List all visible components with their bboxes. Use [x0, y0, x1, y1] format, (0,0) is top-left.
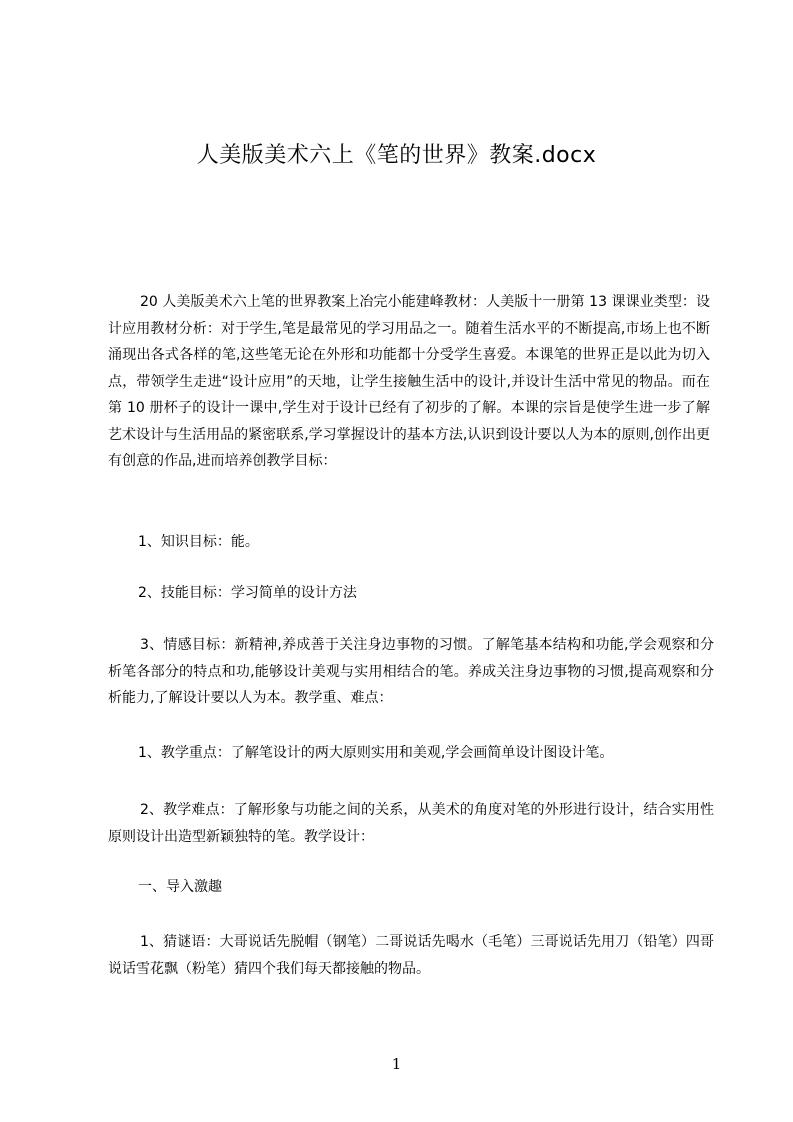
- objective-knowledge-paragraph: 1、知识目标：能。: [138, 534, 259, 550]
- page-number: 1: [391, 1055, 402, 1073]
- objective-skill-paragraph: 2、技能目标：学习简单的设计方法: [138, 585, 357, 601]
- document-title: 人美版美术六上《笔的世界》教案.docx: [196, 143, 597, 168]
- riddle-paragraph: 1、猜谜语：大哥说话先脱帽（钢笔）二哥说话先喝水（毛笔）三哥说话先用刀（铅笔）四哥说话雪花飘（粉笔）猜四个我们每天都接触的物品。: [108, 934, 714, 977]
- objective-emotion-paragraph: 3、情感目标：新精神,养成善于关注身边事物的习惯。了解笔基本结构和功能,学会观察和分析笔各部分的特点和功,能够设计美观与实用相结合的笔。养成关注身边事物的习惯,提高观察和分析能力,了解设计要以人为本。教学重、难点：: [108, 637, 714, 706]
- intro-paragraph: 20 人美版美术六上笔的世界教案上冶完小能建峰教材：人美版十一册第 13 课课业类型：设计应用教材分析：对于学生,笔是最常见的学习用品之一。随着生活水平的不断提高,市场上也不断涌现出各式各样的笔,这些笔无论在外形和功能都十分受学生喜爱。本课笔的世界正是以此为切入点，带领学生走进“设计应用”的天地，让学生接触生活中的设计,并设计生活中常见的物品。而在第 10 册杯子的设计一课中,学生对于设计已经有了初步的了解。本课的宗旨是使学生进一步了解艺术设计与生活用品的紧密联系,学习掌握设计的基本方法,认识到设计要以人为本的原则,创作出更有创意的作品,进而培养创教学目标：: [108, 294, 710, 469]
- teaching-key-point-paragraph: 1、教学重点：了解笔设计的两大原则实用和美观,学会画简单设计图设计笔。: [138, 745, 614, 761]
- teaching-difficult-point-paragraph: 2、教学难点：了解形象与功能之间的关系，从美术的角度对笔的外形进行设计，结合实用性原则设计出造型新颖独特的笔。教学设计：: [108, 802, 714, 845]
- section-heading: 一、导入激趣: [138, 879, 222, 895]
